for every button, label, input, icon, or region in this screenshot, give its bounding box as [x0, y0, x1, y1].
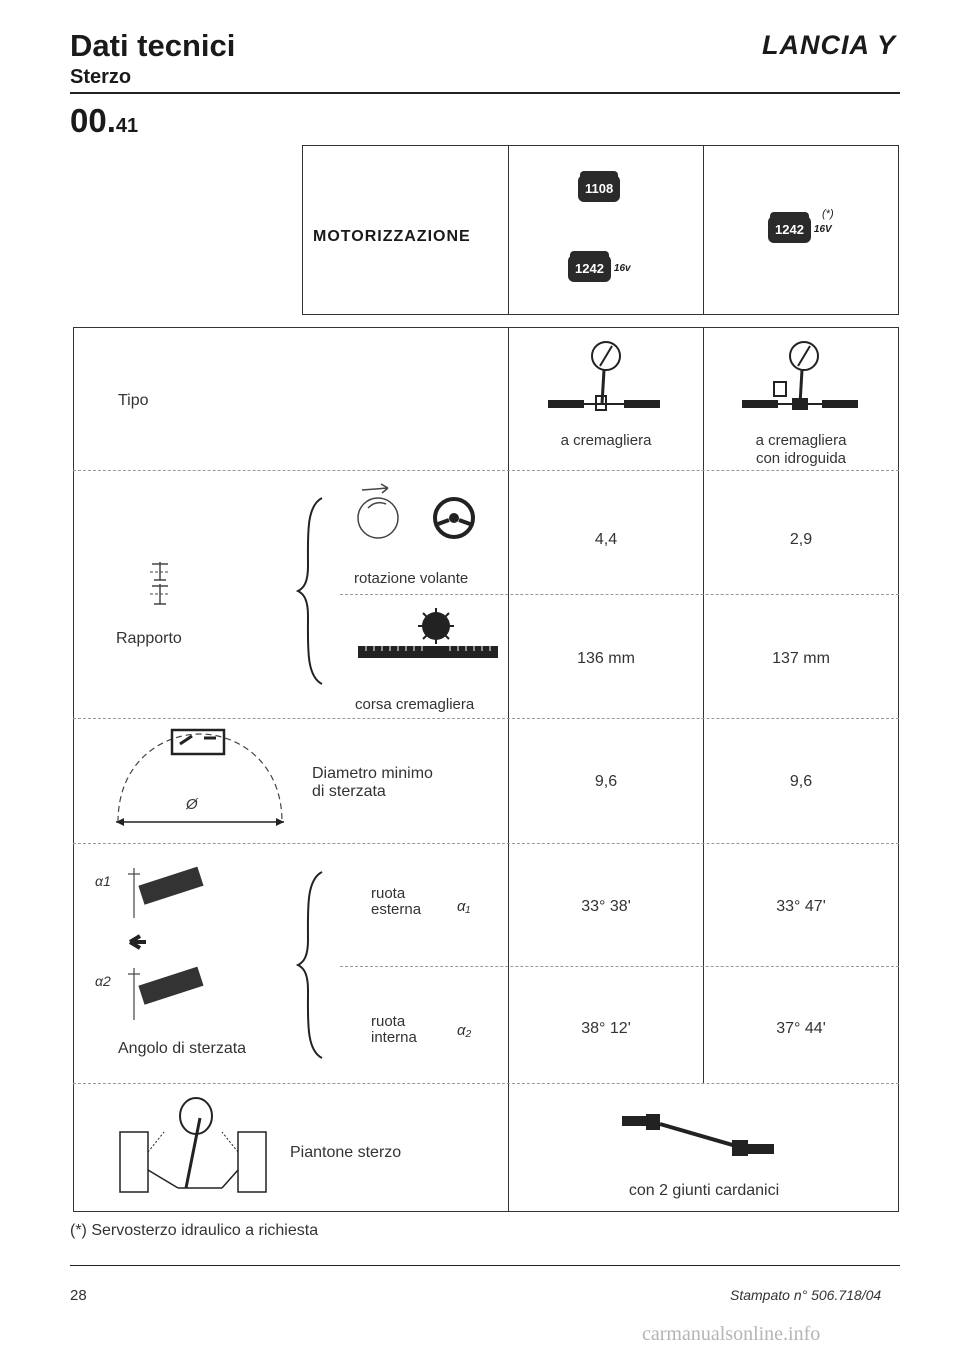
- interna-col1: 38° 12': [581, 1020, 631, 1037]
- angolo-label: Angolo di sterzata: [118, 1040, 247, 1057]
- steering-wheel-icon: [432, 496, 476, 540]
- print-code: Stampato n° 506.718/04: [730, 1287, 882, 1303]
- tipo-label: Tipo: [118, 392, 149, 409]
- rapporto-label: Rapporto: [116, 630, 182, 647]
- engine-icon-1242-16v: [568, 255, 631, 282]
- rack-and-pinion-icon: [356, 606, 500, 662]
- engine-code: 1242: [768, 216, 811, 243]
- header-rule: [70, 92, 900, 94]
- row-divider: [73, 718, 899, 719]
- brace-icon: [296, 870, 326, 1060]
- alpha1-symbol: α₁: [457, 898, 471, 915]
- esterna-col2: 33° 47': [776, 898, 826, 915]
- engine-footnote-marker: (*): [822, 208, 834, 220]
- section-sub: 41: [115, 115, 139, 137]
- tipo-col2-line2: con idroguida: [755, 450, 847, 467]
- footer-rule: [70, 1265, 900, 1266]
- engine-icon-1108: [578, 175, 620, 202]
- alpha1-label: α1: [95, 873, 111, 889]
- watermark: carmanualsonline.info: [642, 1323, 821, 1345]
- gear-ratio-icon: [146, 560, 174, 608]
- cardan-shaft-icon: [620, 1112, 780, 1162]
- ruota-interna-line2: interna: [371, 1029, 417, 1046]
- ruota-esterna-line1: ruota: [371, 885, 406, 902]
- brace-icon: [296, 496, 326, 686]
- rotation-arrow-icon: [352, 482, 404, 544]
- diameter-symbol: Ø: [186, 796, 198, 813]
- engine-suffix: 16V: [813, 224, 832, 235]
- alpha2-symbol: α₂: [457, 1022, 472, 1039]
- corsa-col1: 136 mm: [577, 650, 635, 667]
- tipo-col2-line1: a cremagliera: [755, 432, 847, 449]
- alpha2-label: α2: [95, 973, 111, 989]
- diametro-label-line2: di sterzata: [312, 783, 386, 800]
- row-divider: [73, 1083, 899, 1084]
- esterna-col1: 33° 38': [581, 898, 631, 915]
- corsa-cremagliera-label: corsa cremagliera: [355, 696, 475, 713]
- diametro-col2: 9,6: [789, 773, 813, 790]
- subrow-divider: [340, 594, 899, 595]
- page-number: 28: [70, 1287, 87, 1304]
- interna-col2: 37° 44': [776, 1020, 826, 1037]
- row-divider: [73, 843, 899, 844]
- engine-icon-1242-16v-servo: [768, 216, 832, 243]
- row-divider: [73, 470, 899, 471]
- diametro-label-line1: Diametro minimo: [312, 765, 433, 782]
- section-main: 00.: [70, 102, 116, 139]
- rack-steering-icon: [544, 338, 668, 418]
- engine-code: 1108: [578, 175, 620, 202]
- engine-suffix: 16v: [613, 263, 631, 274]
- piantone-value: con 2 giunti cardanici: [628, 1182, 780, 1199]
- brand-name: LANCIA Y: [762, 30, 897, 60]
- steering-column-icon: [118, 1092, 268, 1202]
- engine-label: MOTORIZZAZIONE: [313, 228, 471, 245]
- rotazione-volante-label: rotazione volante: [354, 570, 469, 587]
- tipo-col1: a cremagliera: [560, 432, 652, 449]
- engine-code: 1242: [568, 255, 611, 282]
- section-number: [70, 102, 138, 140]
- rotazione-col2: 2,9: [789, 531, 813, 548]
- corsa-col2: 137 mm: [772, 650, 830, 667]
- subrow-divider: [340, 966, 899, 967]
- ruota-esterna-line2: esterna: [371, 901, 422, 918]
- power-rack-steering-icon: [738, 338, 862, 418]
- spec-table-col-divider: [508, 327, 509, 1212]
- page-subtitle: Sterzo: [70, 66, 132, 88]
- ruota-interna-line1: ruota: [371, 1013, 406, 1030]
- engine-table-divider: [508, 145, 509, 315]
- rotazione-col1: 4,4: [594, 531, 618, 548]
- turning-circle-icon: [112, 722, 288, 832]
- diametro-col1: 9,6: [594, 773, 618, 790]
- footnote: (*) Servosterzo idraulico a richiesta: [70, 1222, 319, 1239]
- page-title: Dati tecnici: [70, 28, 236, 63]
- piantone-label: Piantone sterzo: [290, 1144, 402, 1161]
- engine-table-divider: [703, 145, 704, 315]
